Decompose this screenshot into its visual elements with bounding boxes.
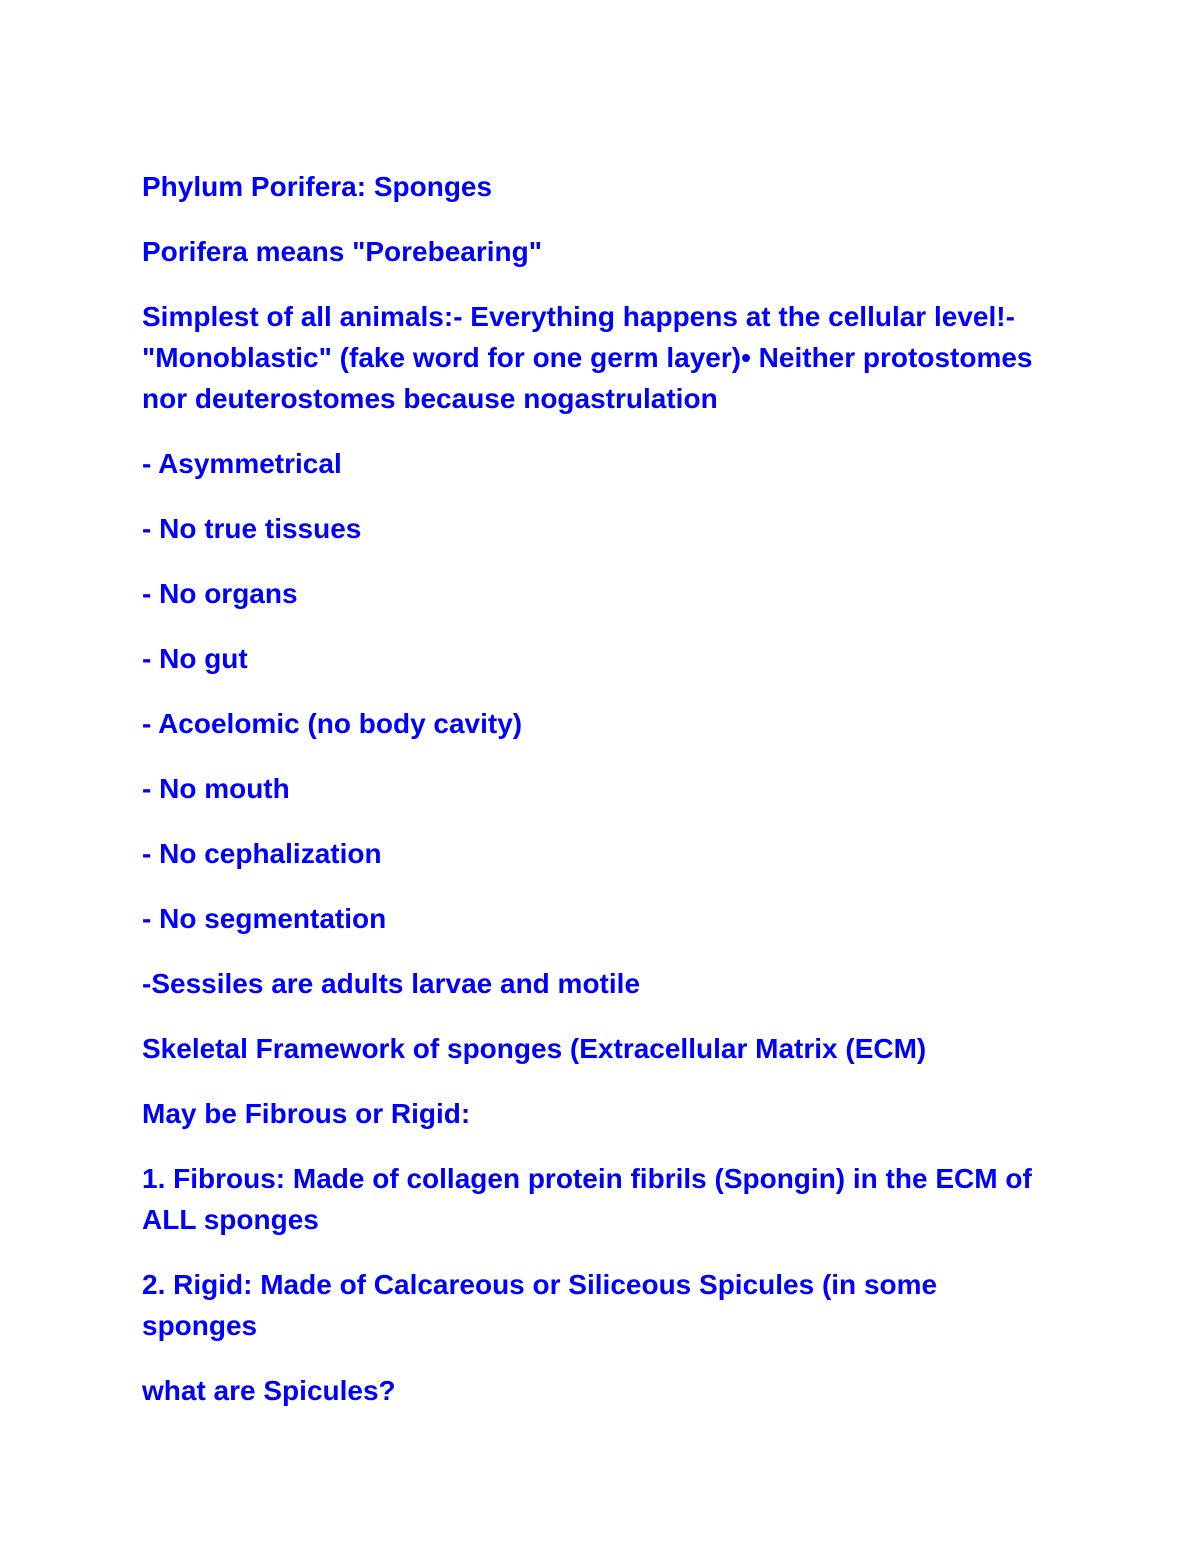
skeletal-framework-heading: Skeletal Framework of sponges (Extracellular Matrix (ECM) (142, 1033, 927, 1064)
trait-item: - Acoelomic (no body cavity) (142, 708, 523, 739)
trait-item: - No organs (142, 578, 298, 609)
rigid-item: 2. Rigid: Made of Calcareous or Siliceous Spicules (in some sponges (142, 1269, 938, 1341)
trait-item: - Asymmetrical (142, 448, 342, 479)
trait-item: - No mouth (142, 773, 290, 804)
trait-item: -Sessiles are adults larvae and motile (142, 968, 641, 999)
trait-item: - No segmentation (142, 903, 387, 934)
document-body (142, 166, 1052, 1435)
trait-item: - No gut (142, 643, 248, 674)
definition-paragraph: Porifera means "Porebearing" (142, 236, 543, 267)
document-title: Phylum Porifera: Sponges (142, 171, 493, 202)
simplest-animals-paragraph: Simplest of all animals:- Everything happens at the cellular level!- "Monoblastic" (fake word for one germ layer)• Neither protostomes nor deuterostomes because nogastrulation (142, 301, 1033, 414)
fibrous-or-rigid-line: May be Fibrous or Rigid: (142, 1098, 471, 1129)
trait-item: - No true tissues (142, 513, 362, 544)
fibrous-item: 1. Fibrous: Made of collagen protein fibrils (Spongin) in the ECM of ALL sponges (142, 1163, 1032, 1235)
trait-item: - No cephalization (142, 838, 382, 869)
spicules-question: what are Spicules? (142, 1375, 396, 1406)
